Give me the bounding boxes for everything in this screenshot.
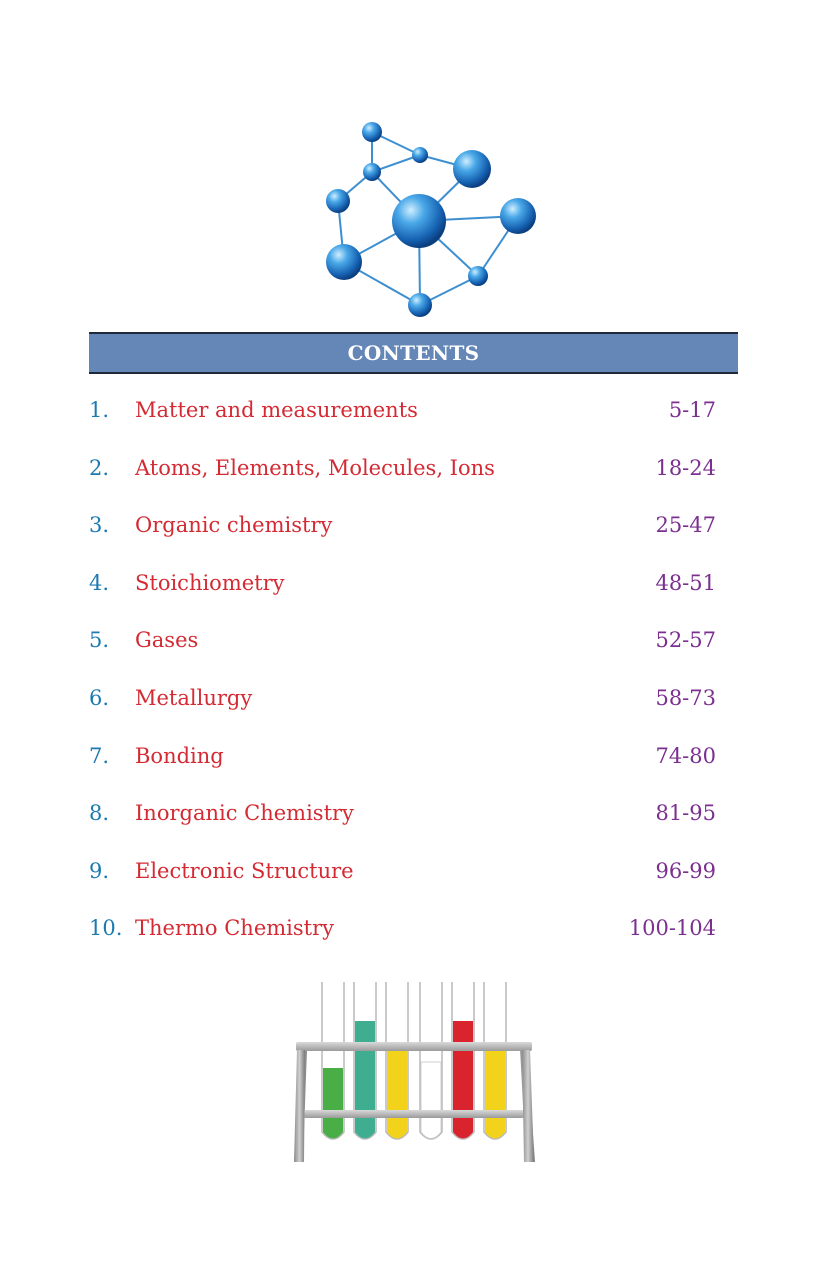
toc-number: 6. [89, 685, 110, 710]
toc-page-range: 58-73 [655, 685, 716, 710]
toc-page-range: 18-24 [655, 455, 716, 480]
toc-number: 1. [89, 398, 110, 422]
toc-row[interactable] [89, 508, 716, 566]
table-of-contents [89, 393, 716, 969]
toc-number: 5. [89, 628, 110, 653]
toc-row[interactable] [89, 566, 716, 624]
toc-row[interactable] [89, 451, 716, 509]
toc-row[interactable] [89, 393, 716, 451]
toc-page-range: 5-17 [668, 398, 716, 422]
toc-chapter-title[interactable]: Stoichiometry [135, 570, 285, 595]
toc-chapter-title[interactable]: Thermo Chemistry [135, 916, 334, 941]
toc-chapter-title[interactable]: Atoms, Elements, Molecules, Ions [135, 455, 495, 480]
toc-page-range: 81-95 [655, 801, 716, 826]
toc-row[interactable] [89, 739, 716, 797]
toc-row[interactable] [89, 854, 716, 912]
toc-chapter-title[interactable]: Electronic Structure [135, 858, 354, 883]
toc-number: 4. [89, 570, 110, 595]
toc-chapter-title[interactable]: Metallurgy [135, 685, 253, 710]
toc-page-range: 25-47 [655, 513, 716, 538]
test-tube-rack-icon [290, 976, 538, 1166]
toc-chapter-title[interactable]: Gases [135, 628, 199, 653]
toc-page-range: 48-51 [655, 570, 716, 595]
toc-number: 10. [89, 916, 123, 941]
toc-chapter-title[interactable]: Bonding [135, 743, 224, 768]
toc-row[interactable] [89, 623, 716, 681]
toc-number: 3. [89, 513, 110, 538]
toc-row[interactable] [89, 681, 716, 739]
toc-page-range: 96-99 [655, 858, 716, 883]
toc-chapter-title[interactable]: Inorganic Chemistry [135, 801, 354, 826]
toc-number: 7. [89, 743, 110, 768]
toc-row[interactable] [89, 796, 716, 854]
contents-header-bar [89, 332, 738, 374]
toc-chapter-title[interactable]: Organic chemistry [135, 513, 333, 538]
toc-number: 8. [89, 801, 110, 826]
toc-number: 2. [89, 455, 110, 480]
toc-page-range: 74-80 [655, 743, 716, 768]
toc-chapter-title[interactable]: Matter and measurements [135, 398, 418, 422]
page-title: CONTENTS [347, 341, 480, 365]
toc-page-range: 100-104 [628, 916, 716, 941]
toc-row[interactable] [89, 911, 716, 969]
toc-page-range: 52-57 [655, 628, 716, 653]
toc-number: 9. [89, 858, 110, 883]
molecule-icon [318, 118, 540, 320]
